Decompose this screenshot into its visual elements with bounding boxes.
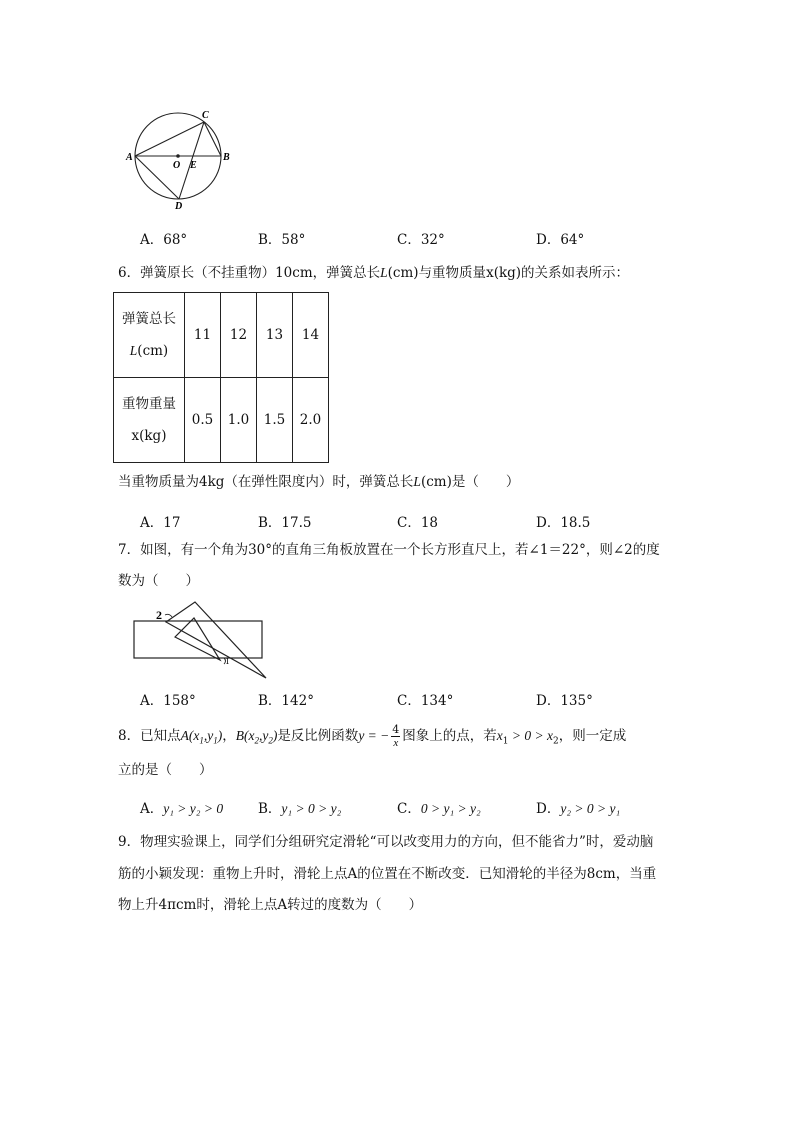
q5-center-point <box>176 154 180 158</box>
q7-stem-line2: 数为（ ） <box>118 573 199 589</box>
q8-fraction: $\frac{4}{x}$ <box>392 723 400 749</box>
q6-row2-cell: 0.5 <box>185 378 221 463</box>
q6-row2-cell: 2.0 <box>293 378 329 463</box>
q6-row2-label: 重物重量 x(kg) <box>114 378 185 463</box>
q7-angle-1-label: 1 <box>225 656 230 666</box>
q6-row2-cell: 1.0 <box>221 378 257 463</box>
q6-row2-cell: 1.5 <box>257 378 293 463</box>
q5-option-b[interactable]: B．58° <box>258 232 306 248</box>
q6-stem: 6．弹簧原长（不挂重物）10cm，弹簧总长L(cm)与重物质量x(kg)的关系如表所示： <box>118 265 630 281</box>
q6-option-a[interactable]: A．17 <box>140 515 181 531</box>
q9-stem-line1: 9．物理实验课上，同学们分组研究定滑轮“可以改变用力的方向，但不能省力”时，爱动脑 <box>118 834 654 850</box>
q7-angle-2-arc <box>165 614 172 617</box>
q8-option-a[interactable]: A．y₁ > y₂ > 0 <box>140 801 224 817</box>
q5-chord-ac <box>135 122 204 156</box>
q7-option-a[interactable]: A．158° <box>140 693 196 709</box>
q6-row1-cell: 12 <box>221 293 257 378</box>
q8-option-d[interactable]: D．y₂ > 0 > y₁ <box>536 801 621 817</box>
q8-stem-line2: 立的是（ ） <box>118 762 213 778</box>
q6-data-table <box>113 292 329 463</box>
q5-option-a[interactable]: A．68° <box>140 232 188 248</box>
q7-ruler-triangle-figure <box>128 598 270 680</box>
q9-stem-line2: 筋的小颖发现：重物上升时，滑轮上点A的位置在不断改变．已知滑轮的半径为8cm，当重 <box>118 866 657 882</box>
q7-option-d[interactable]: D．135° <box>536 693 593 709</box>
table-row <box>114 293 329 378</box>
q5-chord-bc <box>204 122 221 156</box>
q5-label-o: O <box>173 160 181 171</box>
q6-option-b[interactable]: B．17.5 <box>258 515 312 531</box>
q7-option-b[interactable]: B．142° <box>258 693 314 709</box>
q9-stem-line3: 物上升4πcm时，滑轮上点A转过的度数为（ ） <box>118 897 423 913</box>
q7-stem-line1: 7．如图，有一个角为30°的直角三角板放置在一个长方形直尺上，若∠1＝22°，则∠2的度 <box>118 542 660 558</box>
q6-row1-label: 弹簧总长 L(cm) <box>114 293 185 378</box>
q8-option-b[interactable]: B．y₁ > 0 > y₂ <box>258 801 342 817</box>
q6-option-c[interactable]: C．18 <box>397 515 439 531</box>
q6-row1-cell: 11 <box>185 293 221 378</box>
q5-label-b: B <box>223 152 230 163</box>
q5-label-e: E <box>190 160 197 171</box>
table-row <box>114 378 329 463</box>
q5-option-c[interactable]: C．32° <box>397 232 445 248</box>
q6-question: 当重物质量为4kg（在弹性限度内）时，弹簧总长L(cm)是（ ） <box>118 474 520 490</box>
q8-point-a: $A(x_1,y_1)$ <box>180 728 223 746</box>
q8-point-b: $B(x_2,y_2)$ <box>235 728 278 746</box>
q5-option-d[interactable]: D．64° <box>536 232 585 248</box>
q8-stem-line1: 8．已知点$A(x_1,y_1)$，$B(x_2,y_2)$是反比例函数y = − $\frac{4}{x}$ 图象上的点，若$x_1 > 0 > x_2$，则一定成 <box>118 723 627 749</box>
q6-option-d[interactable]: D．18.5 <box>536 515 591 531</box>
q6-row1-cell: 13 <box>257 293 293 378</box>
q8-option-c[interactable]: C．0 > y₁ > y₂ <box>397 801 481 817</box>
q5-label-a: A <box>126 152 133 163</box>
q6-row1-cell: 14 <box>293 293 329 378</box>
q5-circle-figure <box>122 105 240 213</box>
q5-label-c: C <box>202 110 209 121</box>
q7-angle-2-label: 2 <box>156 608 162 622</box>
q5-label-d: D <box>175 201 183 212</box>
q7-option-c[interactable]: C．134° <box>397 693 454 709</box>
